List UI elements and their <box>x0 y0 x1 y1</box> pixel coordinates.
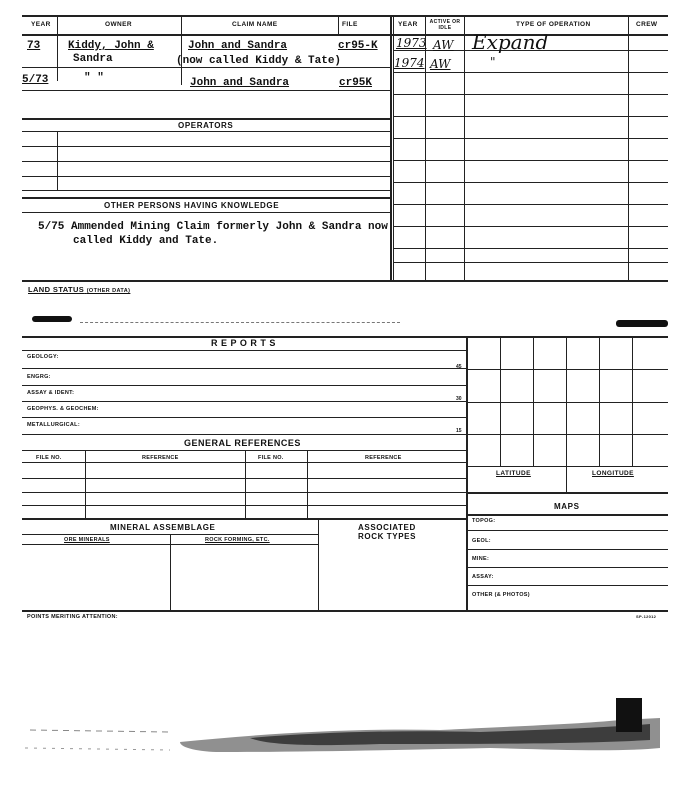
row-rule <box>22 161 390 162</box>
ore-minerals-label: ORE MINERALS <box>64 537 110 543</box>
grid-v <box>632 336 633 466</box>
row-rule <box>22 197 390 199</box>
scan-smudge <box>20 690 670 780</box>
row-rule <box>22 434 466 435</box>
ref-sep <box>307 450 308 518</box>
grid-v <box>566 336 567 492</box>
activity-rule <box>393 116 668 117</box>
report-geophys: GEOPHYS. & GEOCHEM: <box>27 406 99 412</box>
grid-h <box>466 549 668 550</box>
row-rule <box>22 118 390 120</box>
section-bottom-rule <box>22 280 668 282</box>
row-rule <box>22 518 466 520</box>
ref-col-file-2: FILE NO. <box>258 455 284 461</box>
map-assay: ASSAY: <box>472 574 494 580</box>
row-rule <box>22 462 466 463</box>
hdr-sep <box>425 15 426 280</box>
other-persons-line-2: called Kiddy and Tate. <box>73 235 219 247</box>
row-rule <box>22 478 466 479</box>
maps-title: MAPS <box>554 502 580 511</box>
activity-operation: Expand <box>472 30 549 54</box>
owner-row-claim: John and Sandra <box>188 40 288 52</box>
map-mine: MINE: <box>472 556 490 562</box>
report-geology: GEOLOGY: <box>27 354 59 360</box>
reports-title: R E P O R T S <box>211 338 276 348</box>
owner-row-claim: (now called Kiddy & Tate) <box>176 55 342 67</box>
longitude-label: LONGITUDE <box>592 470 634 477</box>
report-engrg: ENGRG: <box>27 374 51 380</box>
activity-status: AW <box>433 38 454 52</box>
row-rule <box>22 368 466 369</box>
location-border <box>466 336 468 610</box>
activity-rule <box>393 94 668 95</box>
grid-h <box>466 402 668 403</box>
mineral-sep <box>170 534 171 610</box>
top-border <box>22 15 668 17</box>
operator-sep <box>57 131 58 191</box>
ref-sep <box>85 450 86 518</box>
ref-col-ref-2: REFERENCE <box>365 455 402 461</box>
col-year-2: YEAR <box>398 21 418 28</box>
map-topog: TOPOG: <box>472 518 496 524</box>
col-owner: OWNER <box>105 21 132 28</box>
form-number: SP-12012 <box>636 614 657 619</box>
hdr-sep <box>57 15 58 81</box>
mineral-sep <box>318 518 319 610</box>
owner-row-year: 73 <box>27 40 41 52</box>
grid-h <box>466 585 668 586</box>
ref-col-file-1: FILE NO. <box>36 455 62 461</box>
owner-row-owner: Kiddy, John & <box>68 40 154 52</box>
section-bottom-rule <box>22 610 668 612</box>
hdr-sep <box>338 15 339 34</box>
grid-v <box>500 336 501 466</box>
land-status-text: LAND STATUS <box>28 285 85 294</box>
activity-rule <box>393 204 668 205</box>
row-rule <box>22 385 466 386</box>
grid-v <box>533 336 534 466</box>
grid-h <box>466 369 668 370</box>
hdr-sep <box>181 15 182 85</box>
row-rule <box>22 131 390 132</box>
activity-rule <box>393 262 668 263</box>
col-type-of-operation: TYPE OF OPERATION <box>516 21 591 28</box>
scale-45: 45 <box>456 364 462 370</box>
activity-rule <box>393 226 668 227</box>
map-other: OTHER (& PHOTOS) <box>472 592 530 598</box>
activity-rule <box>393 72 668 73</box>
hdr-sep <box>393 15 394 280</box>
activity-rule <box>393 248 668 249</box>
activity-rule <box>393 138 668 139</box>
col-active-idle: ACTIVE OR IDLE <box>429 19 461 31</box>
report-metallurgical: METALLURGICAL: <box>27 422 80 428</box>
redaction-mark-left <box>32 316 72 322</box>
grid-h <box>466 514 668 516</box>
activity-year: 1974 <box>394 56 425 70</box>
activity-year: 1973 <box>396 36 427 50</box>
land-status-label <box>28 285 130 294</box>
activity-rule <box>393 160 668 161</box>
reports-top-rule <box>22 336 668 338</box>
scale-30: 30 <box>456 396 462 402</box>
row-rule <box>22 90 390 91</box>
operators-title: OPERATORS <box>178 121 234 130</box>
row-rule <box>22 146 390 147</box>
points-meriting-attention: POINTS MERITING ATTENTION: <box>27 614 118 620</box>
report-assay: ASSAY & IDENT: <box>27 390 75 396</box>
owner-row-year: 5/73 <box>22 74 49 86</box>
col-claim-name: CLAIM NAME <box>232 21 278 28</box>
grid-h <box>466 466 668 467</box>
owner-row-claim: John and Sandra <box>190 77 290 89</box>
grid-v <box>599 336 600 466</box>
other-persons-title: OTHER PERSONS HAVING KNOWLEDGE <box>104 201 280 210</box>
row-rule <box>22 417 466 418</box>
row-rule <box>22 505 466 506</box>
owner-row-owner: Sandra <box>73 53 113 65</box>
rock-forming-label: ROCK FORMING, ETC. <box>205 537 270 543</box>
associated-line-1: ASSOCIATED <box>358 523 416 532</box>
ref-col-ref-1: REFERENCE <box>142 455 179 461</box>
ref-sep <box>245 450 246 518</box>
activity-status: AW <box>430 57 451 71</box>
grid-h <box>466 567 668 568</box>
mineral-assemblage-title: MINERAL ASSEMBLAGE <box>110 523 216 532</box>
grid-h <box>466 434 668 435</box>
row-rule <box>22 450 466 451</box>
latitude-label: LATITUDE <box>496 470 531 477</box>
general-references-title: GENERAL REFERENCES <box>184 438 301 448</box>
hdr-sep <box>628 15 629 280</box>
scale-15: 15 <box>456 428 462 434</box>
col-year: YEAR <box>31 21 51 28</box>
col-file: FILE <box>342 21 358 28</box>
dashed-line <box>80 322 400 323</box>
row-rule <box>22 212 390 213</box>
grid-h <box>466 492 668 494</box>
associated-line-2: ROCK TYPES <box>358 532 417 541</box>
row-rule <box>22 67 390 68</box>
hdr-sep <box>464 15 465 280</box>
row-rule <box>22 350 466 351</box>
redaction-mark-right <box>616 320 668 327</box>
col-crew: CREW <box>636 21 658 28</box>
land-status-sub: (OTHER DATA) <box>86 288 131 294</box>
row-rule <box>22 492 466 493</box>
row-rule <box>22 401 466 402</box>
owner-row-file: cr95-K <box>338 40 378 52</box>
other-persons-line-1: 5/75 Ammended Mining Claim formerly John & Sandra now <box>38 221 388 233</box>
header-bottom-rule <box>22 34 668 36</box>
row-rule <box>22 190 390 191</box>
row-rule <box>22 176 390 177</box>
grid-h <box>466 530 668 531</box>
owner-row-owner: " " <box>84 72 104 84</box>
activity-operation: " <box>490 55 496 69</box>
hdr-sep <box>390 15 392 280</box>
owner-row-file: cr95K <box>339 77 373 89</box>
activity-rule <box>393 182 668 183</box>
map-geol: GEOL: <box>472 538 491 544</box>
